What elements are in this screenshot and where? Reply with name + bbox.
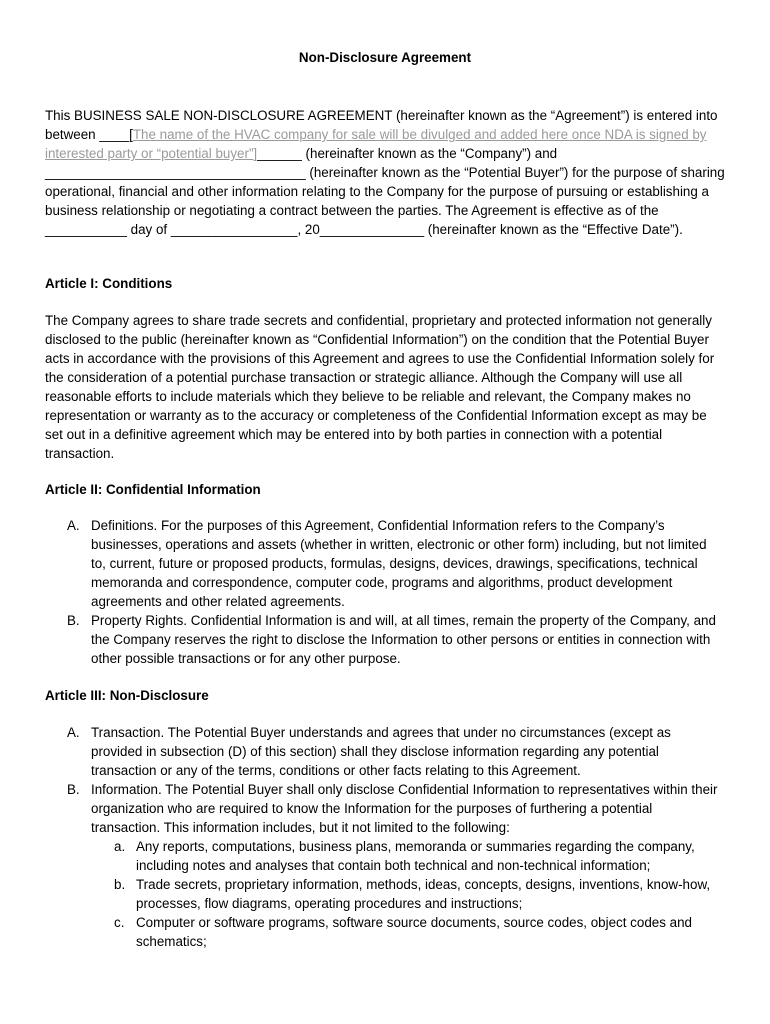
sublist-item-text: Trade secrets, proprietary information, methods, ideas, concepts, designs, inventions, know-how, processes, flow diagrams, operating procedures and instructions; xyxy=(136,877,711,911)
sublist-item-text: Any reports, computations, business plans, memoranda or summaries regarding the company, including notes and analyses that contain both technical and non-technical information; xyxy=(136,839,695,873)
list-item-text: Transaction. The Potential Buyer understands and agrees that under no circumstances (except as provided in subsection (D) of this section) shall they disclose information regarding any potential transaction or any of the terms, conditions or other facts relating to this Agreement. xyxy=(91,725,671,778)
article3-sublist xyxy=(91,837,725,951)
intro-text-part2: ______ (hereinafter known as the “Company”) and ___________________________________ (hereinafter known as the “Potential Buyer”) for the purpose of sharing operational, financial and other information relating to the Company for the purpose of pursuing or establishing a business relationship or negotiating a contract between the parties. The Agreement is effective as of the ___________ day of _________________, 20______________ (hereinafter known as the “Effective Date”). xyxy=(45,146,725,237)
article1-body: The Company agrees to share trade secrets and confidential, proprietary and protected information not generally disclosed to the public (hereinafter known as “Confidential Information”) on the condition that the Potential Buyer acts in accordance with the provisions of this Agreement and agrees to use the Confidential Information solely for the consideration of a potential purchase transaction or strategic alliance. Although the Company will use all reasonable efforts to include materials which they believe to be reliable and relevant, the Company makes no representation or warranty as to the accuracy or completeness of the Confidential Information except as may be set out in a definitive agreement which may be entered into by both parties in connection with a potential transaction. xyxy=(45,313,715,461)
list-marker: A. xyxy=(67,725,80,740)
sublist-item xyxy=(91,913,725,951)
sublist-item xyxy=(91,875,725,913)
sublist-item-text: Computer or software programs, software source documents, source codes, object codes and schematics; xyxy=(136,915,692,949)
list-item-text: Property Rights. Confidential Information is and will, at all times, remain the property of the Company, and the Company reserves the right to disclose the Information to other persons or entities in connection with other possible transactions or for any other purpose. xyxy=(91,613,716,666)
intro-text-part1: This BUSINESS SALE NON-DISCLOSURE AGREEMENT (hereinafter known as the “Agreement”) is entered into between ____[ xyxy=(45,108,718,142)
sublist-marker: a. xyxy=(114,839,126,854)
list-marker: B. xyxy=(67,782,80,797)
article1-heading: Article I: Conditions xyxy=(45,276,173,291)
article3-list xyxy=(45,723,725,951)
list-item xyxy=(45,723,725,780)
list-marker: B. xyxy=(67,613,80,628)
sublist-item xyxy=(91,837,725,875)
list-item xyxy=(45,516,725,611)
list-marker: A. xyxy=(67,518,80,533)
company-name-placeholder: The name of the HVAC company for sale will be divulged and added here once NDA is signed by interested party or “potential buyer”] xyxy=(45,127,707,161)
list-item xyxy=(45,611,725,668)
list-item xyxy=(45,780,725,951)
list-item-text: Information. The Potential Buyer shall only disclose Confidential Information to representatives within their organization who are required to know the Information for the purposes of furthering a potential transaction. This information includes, but it not limited to the following: xyxy=(91,782,718,835)
sublist-marker: b. xyxy=(114,877,126,892)
article3-heading: Article III: Non-Disclosure xyxy=(45,688,209,703)
document-title: Non-Disclosure Agreement xyxy=(298,50,472,65)
article2-heading: Article II: Confidential Information xyxy=(45,482,261,497)
article2-list xyxy=(45,516,725,668)
sublist-marker: c. xyxy=(114,915,125,930)
intro-paragraph xyxy=(45,106,725,239)
list-item-text: Definitions. For the purposes of this Agreement, Confidential Information refers to the Company’s businesses, operations and assets (whether in written, electronic or other form) including, but not limited to, current, future or proposed products, formulas, designs, devices, drawings, specifications, technical memoranda and correspondence, computer code, programs and algorithms, product development agreements and other related agreements. xyxy=(91,518,707,609)
